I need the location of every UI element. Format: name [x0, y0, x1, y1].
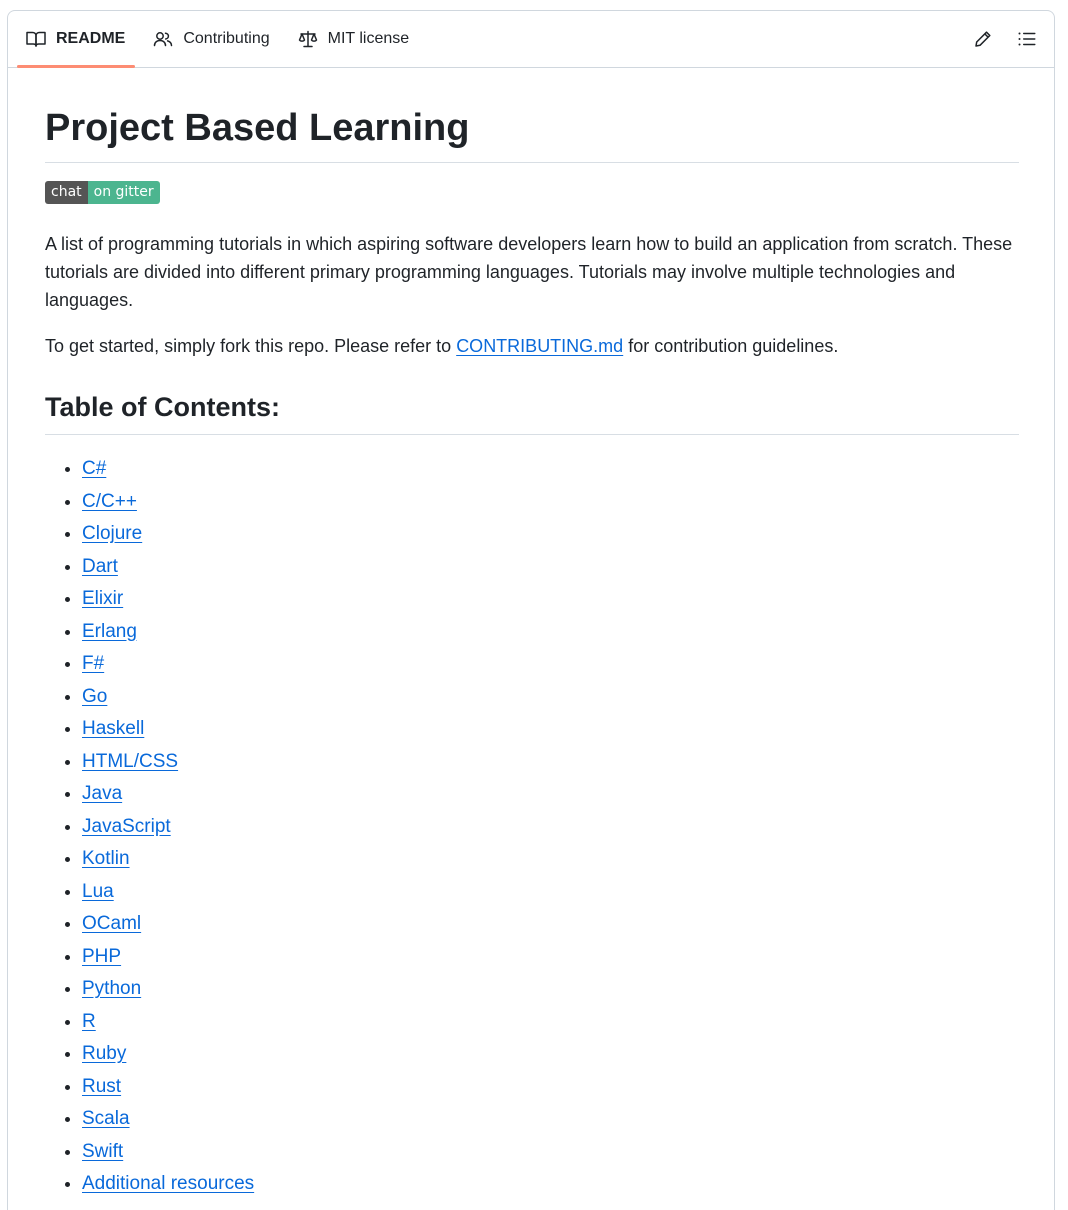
toc-item	[82, 908, 1019, 941]
toc-link-dart[interactable]: Dart	[82, 555, 118, 577]
toc-link-haskell[interactable]: Haskell	[82, 718, 145, 739]
toc-link-ocaml[interactable]: OCaml	[82, 913, 142, 934]
toc-link-lua[interactable]: Lua	[82, 880, 114, 902]
toc-item	[82, 1006, 1019, 1039]
contributing-link[interactable]: CONTRIBUTING.md	[456, 336, 624, 356]
toc-link-elixir[interactable]: Elixir	[82, 588, 124, 609]
tab-readme[interactable]	[26, 11, 135, 67]
book-icon	[26, 30, 46, 48]
toc-link-scala[interactable]: Scala	[82, 1108, 130, 1129]
tab-actions	[974, 11, 1036, 67]
tab-license-label: MIT license	[327, 30, 410, 47]
toc-link-c-cpp[interactable]: C/C++	[82, 490, 137, 512]
toc-item	[82, 973, 1019, 1006]
readme-content	[45, 68, 1019, 1201]
start-text-after: for contribution guidelines.	[623, 336, 839, 356]
toc-item	[82, 486, 1019, 519]
toc-item	[82, 876, 1019, 909]
toc-item	[82, 616, 1019, 649]
gitter-chat-badge[interactable]	[45, 181, 160, 204]
toc-item	[82, 681, 1019, 714]
toc-item	[82, 1071, 1019, 1104]
toc-item	[82, 1168, 1019, 1201]
toc-item	[82, 1103, 1019, 1136]
intro-paragraph: A list of programming tutorials in which aspiring software developers learn how to build an application from scratch. These tutorials are divided into different primary programming languages. Tutorials may involve multiple technologies and languages.	[45, 234, 1013, 310]
toc-link-rust[interactable]: Rust	[82, 1075, 122, 1097]
tab-license[interactable]	[298, 11, 410, 67]
toc-link-clojure[interactable]: Clojure	[82, 523, 143, 544]
toc-link-python[interactable]: Python	[82, 978, 142, 999]
toc-item	[82, 713, 1019, 746]
toc-item	[82, 648, 1019, 681]
toc-link-html-css[interactable]: HTML/CSS	[82, 750, 179, 772]
law-scale-icon	[298, 30, 318, 48]
toc-item	[82, 941, 1019, 974]
pencil-icon	[974, 30, 992, 48]
toc-item	[82, 518, 1019, 551]
page-title: Project Based Learning	[45, 68, 1019, 163]
start-text-before: To get started, simply fork this repo. Please refer to	[45, 336, 457, 356]
badge-left-label: chat	[45, 181, 88, 204]
readme-tabbar	[8, 11, 1054, 68]
tab-contributing-label: Contributing	[183, 30, 270, 47]
toc-link-javascript[interactable]: JavaScript	[82, 815, 171, 837]
toc-link-additional-resources[interactable]: Additional resources	[82, 1173, 255, 1194]
toc-item	[82, 453, 1019, 486]
tab-contributing[interactable]	[153, 11, 269, 67]
readme-panel	[7, 10, 1055, 1210]
toc-item	[82, 583, 1019, 616]
toc-list	[45, 453, 1019, 1201]
tab-readme-label: README	[56, 30, 126, 47]
badge-right-label: on gitter	[88, 181, 160, 204]
toc-link-r[interactable]: R	[82, 1010, 96, 1032]
toc-link-go[interactable]: Go	[82, 685, 108, 707]
outline-button[interactable]	[1018, 31, 1036, 47]
toc-item	[82, 843, 1019, 876]
toc-link-ruby[interactable]: Ruby	[82, 1043, 127, 1064]
toc-link-kotlin[interactable]: Kotlin	[82, 848, 130, 869]
toc-heading: Table of Contents:	[45, 390, 1019, 435]
toc-item	[82, 1136, 1019, 1169]
toc-item	[82, 551, 1019, 584]
people-icon	[153, 30, 173, 48]
toc-item	[82, 1038, 1019, 1071]
toc-item	[82, 778, 1019, 811]
toc-item	[82, 811, 1019, 844]
toc-item	[82, 746, 1019, 779]
toc-link-php[interactable]: PHP	[82, 945, 122, 967]
toc-link-java[interactable]: Java	[82, 783, 123, 804]
toc-link-swift[interactable]: Swift	[82, 1140, 124, 1162]
getting-started-paragraph	[45, 332, 1019, 360]
toc-link-csharp[interactable]: C#	[82, 458, 107, 479]
edit-file-button[interactable]	[974, 30, 992, 48]
toc-link-erlang[interactable]: Erlang	[82, 620, 137, 642]
list-unordered-icon	[1018, 31, 1036, 47]
toc-link-fsharp[interactable]: F#	[82, 653, 105, 674]
